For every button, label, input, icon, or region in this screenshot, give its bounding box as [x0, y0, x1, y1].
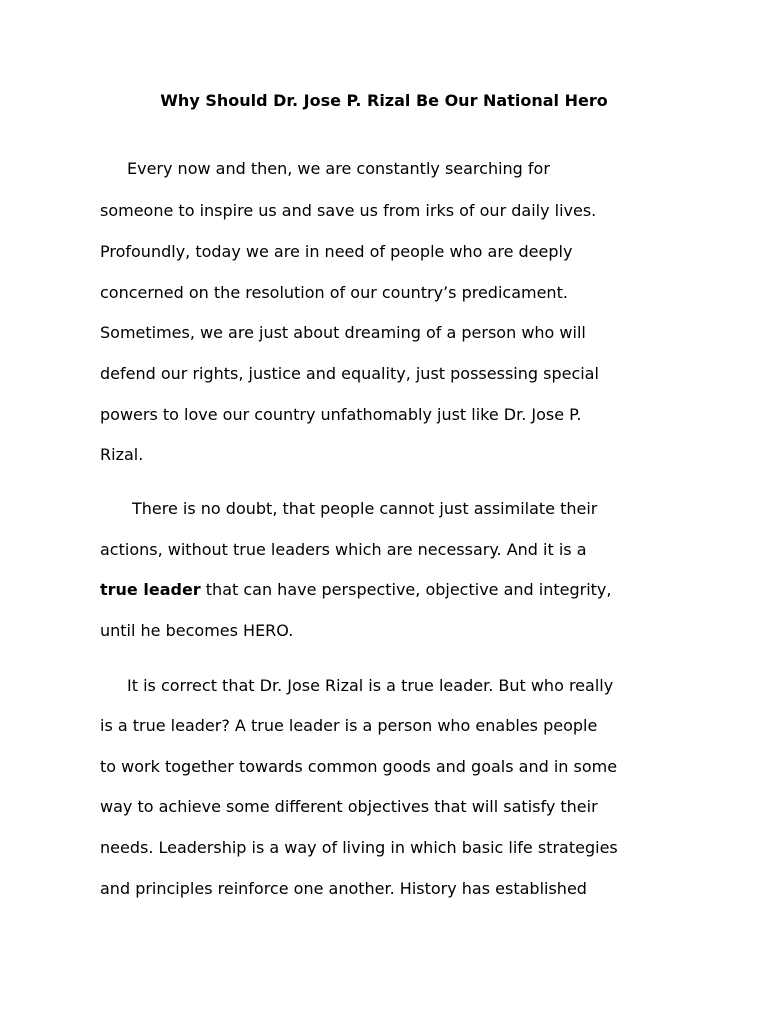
paragraph-1-line-6: defend our rights, justice and equality, just possessing special — [100, 364, 599, 383]
paragraph-2-line-3 — [100, 578, 611, 602]
paragraph-3-line-6: and principles reinforce one another. History has established — [100, 879, 587, 898]
paragraph-1-line-1: Every now and then, we are constantly searching for — [127, 159, 550, 178]
paragraph-3-line-1: It is correct that Dr. Jose Rizal is a true leader. But who really — [127, 676, 614, 695]
paragraph-3-line-2: is a true leader? A true leader is a person who enables people — [100, 716, 598, 735]
paragraph-3-line-4: way to achieve some different objectives that will satisfy their — [100, 797, 598, 816]
paragraph-1-line-8: Rizal. — [100, 445, 144, 464]
paragraph-2-line-4: until he becomes HERO. — [100, 621, 294, 640]
paragraph-1-line-7: powers to love our country unfathomably just like Dr. Jose P. — [100, 405, 582, 424]
paragraph-1-line-2: someone to inspire us and save us from irks of our daily lives. — [100, 201, 597, 220]
paragraph-1-line-5: Sometimes, we are just about dreaming of a person who will — [100, 323, 586, 342]
paragraph-1-line-4: concerned on the resolution of our country’s predicament. — [100, 283, 568, 302]
bold-term-true-leader: true leader — [100, 580, 201, 599]
document-title: Why Should Dr. Jose P. Rizal Be Our National Hero — [160, 91, 608, 110]
paragraph-1-line-3: Profoundly, today we are in need of people who are deeply — [100, 242, 573, 261]
paragraph-3-line-5: needs. Leadership is a way of living in which basic life strategies — [100, 838, 618, 857]
paragraph-2-line-2: actions, without true leaders which are necessary. And it is a — [100, 540, 587, 559]
paragraph-2-line-1: There is no doubt, that people cannot just assimilate their — [132, 499, 598, 518]
paragraph-2-line-3-rest: that can have perspective, objective and integrity, — [200, 580, 612, 599]
paragraph-3-line-3: to work together towards common goods and goals and in some — [100, 757, 618, 776]
